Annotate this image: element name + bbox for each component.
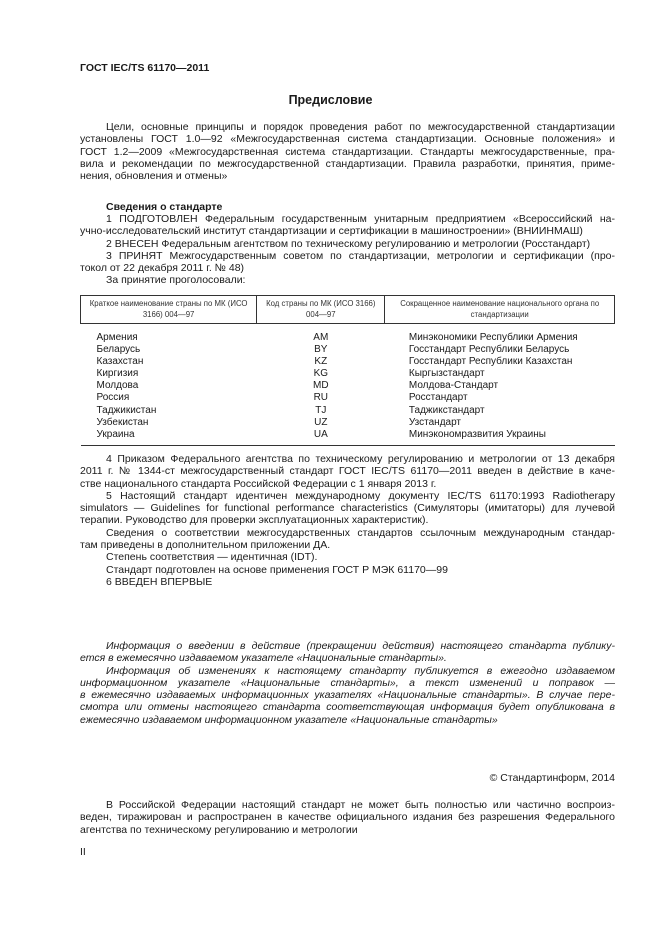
text-line: Сведения о соответствии межгосударственных стандартов ссылочным международным стандар- [106, 526, 615, 539]
vote-table [80, 295, 615, 446]
text-line: ГОСТ 1.2—2009 «Межгосударственная система стандартизации. Стандарты межгосударственные, пра- [80, 145, 615, 158]
text-line: учно-исследовательский институт стандартизации и сертификации в машиностроении» (ВНИИНМАШ) [80, 225, 583, 238]
text-line: За принятие проголосовали: [106, 274, 246, 287]
body-cell: Госстандарт Республики Беларусь [408, 344, 570, 356]
text-line: там приведены в дополнительном приложении ДА. [80, 539, 331, 552]
text-line: simulators — Guidelines for functional performance characteristics (Симуляторы (имитаторы) для лучевой [80, 502, 615, 515]
text-line: Информация о введении в действие (прекращении действия) настоящего стандарта публику- [106, 640, 615, 652]
text-line: агентства по техническому регулированию и метрологии [80, 823, 358, 836]
copyright: © Стандартинформ, 2014 [489, 772, 615, 784]
country-cell: Молдова [96, 380, 139, 392]
body-cell: Кыргызстандарт [408, 368, 485, 380]
text-line: В Российской Федерации настоящий стандарт не может быть полностью или частично воспроиз- [106, 799, 615, 811]
country-cell: Таджикистан [96, 404, 157, 416]
text-line: Степень соответствия — идентичная (IDT). [106, 551, 318, 564]
country-cell: Россия [96, 392, 130, 404]
page-title: Предисловие [288, 93, 373, 107]
text-line: 1 ПОДГОТОВЛЕН Федеральным государственным унитарным предприятием «Всероссийский на- [106, 213, 615, 225]
country-cell: Украина [96, 428, 135, 440]
country-cell: Узбекистан [96, 416, 149, 428]
table-row [81, 417, 615, 429]
text-line: 5 Настоящий стандарт идентичен международному документу IEC/TS 61170:1993 Radiotherapy [106, 489, 615, 502]
table-row [81, 324, 615, 345]
body-cell: Молдова-Стандарт [408, 380, 499, 392]
text-line: нения, обновления и отмены» [80, 170, 228, 183]
info-block-1 [80, 213, 615, 287]
text-line: в ежемесячно издаваемых информационных указателях «Национальные стандарты». В случае пере- [80, 689, 615, 702]
info-heading: Сведения о стандарте [106, 201, 223, 213]
code-cell: AM [313, 332, 329, 343]
body-cell: Госстандарт Республики Казахстан [408, 356, 573, 368]
table-row [81, 380, 615, 392]
code-cell: UZ [314, 416, 328, 428]
text-line: токол от 22 декабря 2011 г. № 48) [80, 262, 245, 275]
page-number: II [80, 846, 86, 858]
code-cell: KZ [314, 356, 328, 368]
text-line: вила и рекомендации по межгосударственной стандартизации. Правила разработки, принятия, приме- [80, 157, 615, 170]
body-cell: Минэкономики Республики Армения [408, 332, 578, 343]
notice-block [80, 640, 615, 726]
text-line: Цели, основные принципы и порядок проведения работ по межгосударственной стандартизации [106, 121, 615, 133]
code-cell: MD [313, 380, 329, 392]
table-row [81, 368, 615, 380]
text-line: 4 Приказом Федерального агентства по техническому регулированию и метрологии от 13 декабря [106, 453, 615, 465]
text-line: 6 ВВЕДЕН ВПЕРВЫЕ [106, 575, 213, 588]
text-line: информационном указателе «Национальные стандарты», а текст изменений и поправок — [80, 676, 615, 689]
table-row [81, 429, 615, 446]
country-cell: Киргизия [96, 368, 139, 380]
text-line: терапии. Руководство для проверки эксплуатационных характеристик). [80, 514, 429, 527]
code-cell: BY [314, 344, 328, 356]
text-line: 3 ПРИНЯТ Межгосударственным советом по стандартизации, метрологии и сертификации (про- [106, 249, 615, 262]
code-cell: TJ [315, 404, 327, 416]
table-header-body: Сокращенное наименование национального органа по стандартизации [385, 296, 615, 324]
text-line: 2011 г. № 1344-ст межгосударственный стандарт ГОСТ IEC/TS 61170—2011 введен в действие в каче- [80, 465, 615, 478]
intro-paragraph [80, 121, 615, 182]
text-line: Стандарт подготовлен на основе применения ГОСТ Р МЭК 61170—99 [106, 563, 448, 576]
country-cell: Казахстан [96, 356, 144, 368]
text-line: веден, тиражирован и распространен в качестве официального издания без разрешения Федерального [80, 811, 615, 824]
rights-block [80, 799, 615, 836]
text-line: ется в ежемесячно издаваемом указателе «Национальные стандарты». [80, 652, 447, 665]
body-cell: Таджикстандарт [408, 404, 485, 416]
text-line: смотра или отмены настоящего стандарта соответствующая информация будет опубликована в [80, 701, 615, 714]
table-row [81, 392, 615, 404]
body-cell: Минэкономразвития Украины [408, 428, 546, 440]
text-line: ежемесячно издаваемом информационном указателе «Национальные стандарты» [80, 713, 498, 726]
country-cell: Беларусь [96, 344, 141, 356]
country-cell: Армения [96, 332, 138, 343]
table-row [81, 344, 615, 356]
text-line: 2 ВНЕСЕН Федеральным агентством по техническому регулированию и метрологии (Росстандарт) [106, 237, 591, 250]
table-header-country: Краткое наименование страны по МК (ИСО 3166) 004—97 [81, 296, 257, 324]
body-cell: Узстандарт [408, 416, 462, 428]
text-line: установлены ГОСТ 1.0—92 «Межгосударственная система стандартизации. Основные положения» и [80, 133, 615, 146]
text-line: стве национального стандарта Российской Федерации с 1 января 2013 г. [80, 477, 437, 490]
table-header-code: Код страны по МК (ИСО 3166) 004—97 [257, 296, 385, 324]
document-header: ГОСТ IEC/TS 61170—2011 [80, 62, 210, 74]
table-row [81, 356, 615, 368]
table-row [81, 405, 615, 417]
text-line: Информация об изменениях к настоящему стандарту публикуется в ежегодно издаваемом [106, 664, 615, 677]
code-cell: KG [313, 368, 329, 380]
code-cell: RU [313, 392, 329, 404]
code-cell: UA [313, 428, 328, 440]
body-cell: Росстандарт [408, 392, 468, 404]
info-block-2 [80, 453, 615, 588]
